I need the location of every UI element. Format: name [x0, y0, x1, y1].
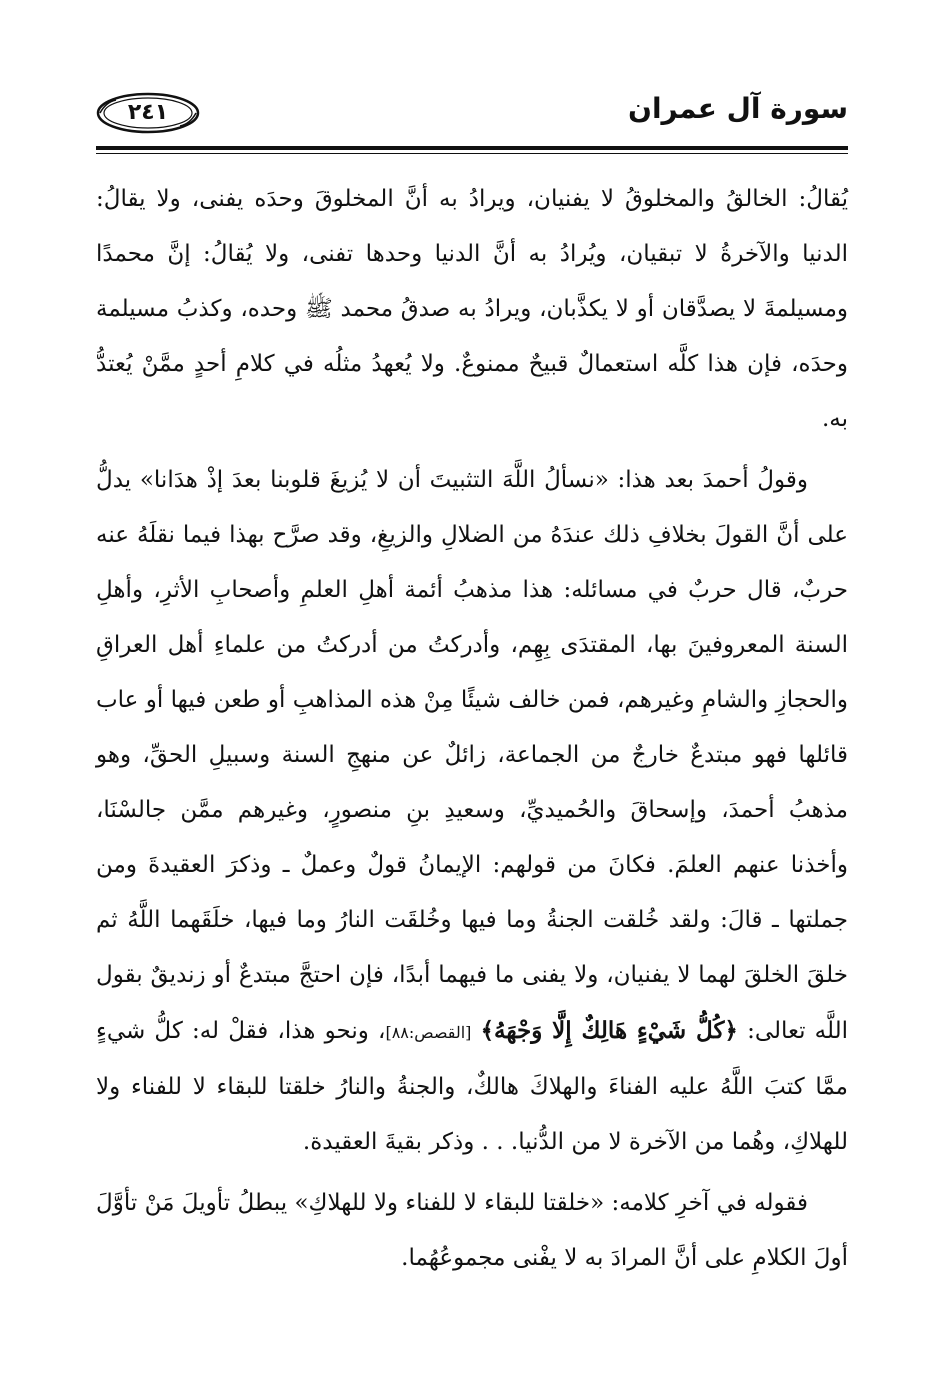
surah-title: سورة آل عمران	[628, 92, 848, 125]
paragraph-2-text-before: وقولُ أحمدَ بعد هذا: «نسألُ اللَّهَ التثبيتَ أن لا يُزيغَ قلوبنا بعدَ إذْ هدَانا» يدلُّ على أنَّ القولَ بخلافِ ذلك عندَهُ من الضلالِ والزيغِ، وقد صرَّح بهذا فيما نقلَهُ عنه حربٌ، قال حربٌ في مسائله: هذا مذهبُ أئمة أهلِ العلمِ وأصحابِ الأثرِ، وأهلِ السنة المعروفينَ بها، المقتدَى بِهِم، وأدركتُ من أدركتُ من علماءِ أهل العراقِ والحجازِ والشامِ وغيرهم، فمن خالف شيئًا مِنْ هذه المذاهبِ أو طعن فيها أو عاب قائلها فهو مبتدعٌ خارجٌ من الجماعة، زائلٌ عن منهجِ السنة وسبيلِ الحقِّ، وهو مذهبُ أحمدَ، وإسحاقَ والحُميديِّ، وسعيدِ بنِ منصورٍ، وغيرهم ممَّن جالسْنَا، وأخذنا عنهم العلمَ. فكانَ من قولهم: الإيمانُ قولٌ وعملٌ ـ وذكرَ العقيدةَ ومن جملتها ـ قالَ: ولقد خُلقت الجنةُ وما فيها وخُلقَت النارُ وما فيها، خلَقَهما اللَّهُ ثم خلقَ الخلقَ لهما لا يفنيان، ولا يفنى ما فيهما أبدًا، فإن احتجَّ مبتدعٌ أو زنديقٌ بقول اللَّه تعالى:	[96, 467, 849, 1044]
header-rule-thin	[96, 153, 848, 154]
quran-verse: ﴿كُلُّ شَيْءٍ هَالِكٌ إِلَّا وَجْهَهُ﴾	[480, 1017, 738, 1044]
header-rule-thick	[96, 146, 848, 150]
paragraph-3: فقوله في آخرِ كلامه: «خلقتا للبقاء لا للفناء ولا للهلاكِ» يبطلُ تأويلَ مَنْ تأوَّلَ أولَ الكلامِ على أنَّ المرادَ به لا يفْنى مجموعُهُما.	[96, 1190, 848, 1271]
paragraph-2: وقولُ أحمدَ بعد هذا: «نسألُ اللَّهَ التثبيتَ أن لا يُزيغَ قلوبنا بعدَ إذْ هدَانا» يدلُّ على أنَّ القولَ بخلافِ ذلك عندَهُ من الضلالِ والزيغِ، وقد صرَّح بهذا فيما نقلَهُ عنه حربٌ، قال حربٌ في مسائله: هذا مذهبُ أئمة أهلِ العلمِ وأصحابِ الأثرِ، وأهلِ السنة المعروفينَ بها، المقتدَى بِهِم، وأدركتُ من أدركتُ من علماءِ أهل العراقِ والحجازِ والشامِ وغيرهم، فمن خالف شيئًا مِنْ هذه المذاهبِ أو طعن فيها أو عاب قائلها فهو مبتدعٌ خارجٌ من الجماعة، زائلٌ عن منهجِ السنة وسبيلِ الحقِّ، وهو مذهبُ أحمدَ، وإسحاقَ والحُميديِّ، وسعيدِ بنِ منصورٍ، وغيرهم ممَّن جالسْنَا، وأخذنا عنهم العلمَ. فكانَ من قولهم: الإيمانُ قولٌ وعملٌ ـ وذكرَ العقيدةَ ومن جملتها ـ قالَ: ولقد خُلقت الجنةُ وما فيها وخُلقَت النارُ وما فيها، خلَقَهما اللَّهُ ثم خلقَ الخلقَ لهما لا يفنيان، ولا يفنى ما فيهما أبدًا، فإن احتجَّ مبتدعٌ أو زنديقٌ بقول اللَّه تعالى: ﴿كُلُّ شَيْءٍ هَالِكٌ إِلَّا وَجْهَهُ﴾ [القصص:٨٨]، ونحو هذا، فقلْ له: كلُّ شيءٍ ممَّا كتبَ اللَّهُ عليه الفناءَ والهلاكَ هالكٌ، والجنةُ والنارُ خلقتا للبقاء لا للفناء ولا للهلاكِ، وهُما من الآخرة لا من الدُّنيا. . . وذكر بقيةَ العقيدة.	[96, 467, 849, 1155]
verse-citation: [القصص:٨٨]	[385, 1023, 472, 1042]
paragraph-1: يُقالُ: الخالقُ والمخلوقُ لا يفنيان، ويرادُ به أنَّ المخلوقَ وحدَه يفنى، ولا يقالُ: الدنيا والآخرةُ لا تبقيان، ويُرادُ به أنَّ الدنيا وحدها تفنى، ولا يُقالُ: إنَّ محمدًا ومسيلمةَ لا يصدَّقان أو لا يكذَّبان، ويرادُ به صدقُ محمد ﷺ وحده، وكذبُ مسيلمة وحدَه، فإن هذا كلَّه استعمالٌ قبيحٌ ممنوعٌ. ولا يُعهدُ مثلُه في كلامِ أحدٍ ممَّنْ يُعتدُّ به.	[96, 186, 848, 432]
page-header	[96, 82, 848, 142]
body-text	[96, 172, 848, 1286]
page-number-badge	[96, 92, 200, 134]
paragraph-2-text-after: ونحو هذا، فقلْ له: كلُّ شيءٍ ممَّا كتبَ اللَّهُ عليه الفناءَ والهلاكَ هالكٌ، والجنةُ والنارُ خلقتا للبقاء لا للفناء ولا للهلاكِ، وهُما من الآخرة لا من الدُّنيا. . . وذكر بقيةَ العقيدة.	[96, 1018, 849, 1155]
page-number: ٢٤١	[127, 100, 169, 125]
